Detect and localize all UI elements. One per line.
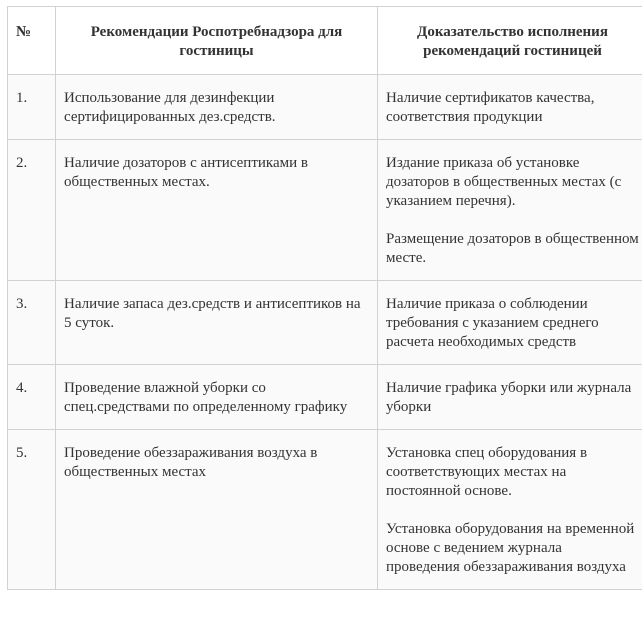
evidence-paragraph: Наличие сертификатов качества, соответствия продукции: [386, 90, 595, 125]
evidence-paragraph: Установка спец оборудования в соответствующих местах на постоянной основе.: [386, 445, 588, 499]
row-number: 1.: [8, 75, 56, 140]
recommendations-table: [7, 6, 642, 590]
header-row: [8, 7, 642, 75]
row-recommendation: Проведение обеззараживания воздуха в общественных местах: [56, 430, 378, 590]
row-number: 3.: [8, 281, 56, 365]
header-number: №: [8, 7, 56, 75]
row-number: 5.: [8, 430, 56, 590]
evidence-paragraph: Размещение дозаторов в общественном месте.: [386, 231, 639, 266]
row-recommendation: Наличие дозаторов с антисептиками в общественных местах.: [56, 140, 378, 281]
table-header: [8, 7, 642, 75]
row-evidence: [378, 281, 642, 365]
row-evidence: [378, 75, 642, 140]
table-row: [8, 365, 642, 430]
evidence-paragraph: Издание приказа об установке дозаторов в общественных местах (с указанием перечня).: [386, 155, 622, 209]
row-evidence: [378, 365, 642, 430]
row-evidence: [378, 430, 642, 590]
header-recommendation: Рекомендации Роспотребнадзора для гостиницы: [56, 7, 378, 75]
row-recommendation: Проведение влажной уборки со спец.средствами по определенному графику: [56, 365, 378, 430]
table-row: [8, 430, 642, 590]
evidence-paragraph: Наличие графика уборки или журнала уборки: [386, 380, 632, 415]
table-body: [8, 75, 642, 590]
row-number: 2.: [8, 140, 56, 281]
evidence-paragraph: Наличие приказа о соблюдении требования с указанием среднего расчета необходимых средств: [386, 296, 599, 350]
header-evidence: Доказательство исполнения рекомендаций гостиницей: [378, 7, 642, 75]
row-recommendation: Наличие запаса дез.средств и антисептиков на 5 суток.: [56, 281, 378, 365]
row-evidence: [378, 140, 642, 281]
evidence-paragraph: Установка оборудования на временной основе с ведением журнала проведения обеззараживания воздуха: [386, 521, 635, 575]
table-row: [8, 75, 642, 140]
row-number: 4.: [8, 365, 56, 430]
row-recommendation: Использование для дезинфекции сертифицированных дез.средств.: [56, 75, 378, 140]
table-row: [8, 281, 642, 365]
table-row: [8, 140, 642, 281]
